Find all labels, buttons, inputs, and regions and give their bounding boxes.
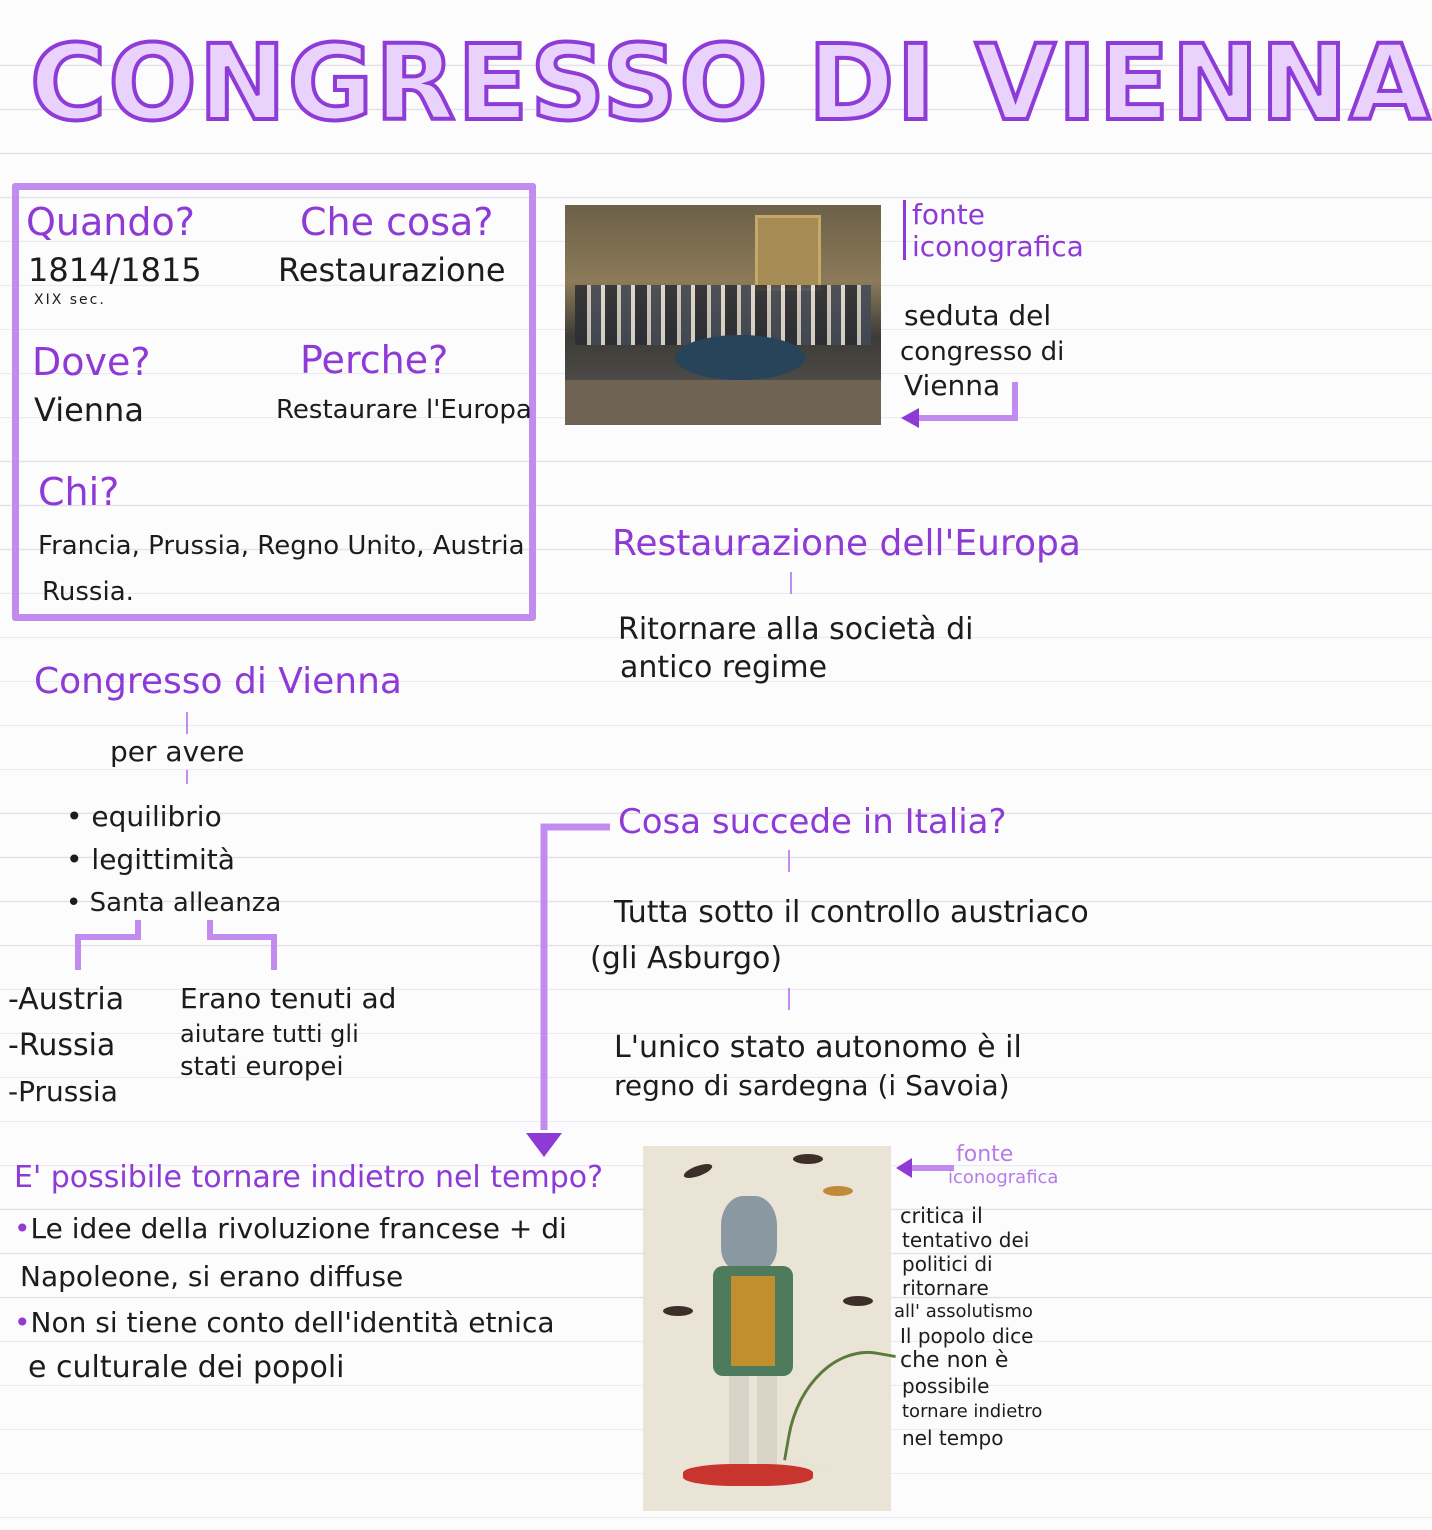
tempo-bullet-1-line-1: •Le idee della rivoluzione francese + di — [14, 1212, 567, 1245]
source2-line-6: Il popolo dice — [900, 1324, 1034, 1348]
dove-question: Dove? — [32, 340, 151, 384]
state-austria: -Austria — [8, 982, 125, 1017]
source2-label-1: fonte — [956, 1142, 1014, 1167]
source-caption-3: Vienna — [904, 369, 1001, 402]
per-avere-text: per avere — [110, 735, 245, 768]
tempo-bullet-1-line-2: Napoleone, si erano diffuse — [20, 1260, 404, 1293]
italia-text-3: L'unico stato autonomo è il — [614, 1030, 1022, 1065]
bullet-equilibrio: • equilibrio — [66, 800, 222, 833]
state-russia: -Russia — [8, 1028, 116, 1063]
connector-tick — [790, 572, 792, 594]
alliance-brackets — [70, 915, 290, 975]
perche-answer: Restaurare l'Europa — [276, 395, 532, 425]
quando-note: XIX sec. — [34, 292, 106, 308]
tempo-heading: E' possibile tornare indietro nel tempo? — [14, 1160, 604, 1195]
restaurazione-heading: Restaurazione dell'Europa — [612, 523, 1081, 564]
source-label-1: fonte — [912, 198, 985, 231]
restaurazione-text-1: Ritornare alla società di — [618, 612, 974, 647]
connector-tick — [788, 850, 790, 872]
connector-tick — [186, 770, 188, 784]
source2-line-8: possibile — [902, 1374, 990, 1398]
congresso-heading: Congresso di Vienna — [34, 661, 402, 702]
tempo-bullet-2-line-2: e culturale dei popoli — [28, 1350, 345, 1385]
italia-heading: Cosa succede in Italia? — [618, 802, 1007, 842]
source2-line-5: all' assolutismo — [894, 1301, 1033, 1322]
source-caption-1: seduta del — [904, 299, 1052, 332]
chi-answer-line2: Russia. — [42, 577, 134, 607]
source2-line-10: nel tempo — [902, 1426, 1004, 1450]
alliance-note-2: aiutare tutti gli — [180, 1020, 359, 1048]
italia-text-2: (gli Asburgo) — [590, 941, 783, 976]
alliance-note-1: Erano tenuti ad — [180, 982, 397, 1015]
source2-label-2: iconografica — [948, 1167, 1059, 1188]
source-label-2: iconografica — [912, 230, 1084, 263]
source2-line-1: critica il — [900, 1204, 983, 1228]
checosa-answer: Restaurazione — [278, 251, 506, 289]
source2-line-2: tentativo dei — [902, 1228, 1030, 1252]
restaurazione-text-2: antico regime — [620, 650, 828, 685]
alliance-note-3: stati europei — [180, 1052, 344, 1082]
source2-line-9: tornare indietro — [902, 1401, 1043, 1422]
italia-text-1: Tutta sotto il controllo austriaco — [614, 895, 1089, 930]
italia-text-4: regno di sardegna (i Savoia) — [614, 1069, 1010, 1102]
checosa-question: Che cosa? — [300, 200, 494, 244]
source-caption-2: congresso di — [900, 337, 1065, 367]
source2-line-7: che non è — [900, 1348, 1009, 1373]
source2-line-4: ritornare — [902, 1276, 989, 1300]
chi-answer-line1: Francia, Prussia, Regno Unito, Austria — [38, 531, 525, 561]
connector-tick — [788, 988, 790, 1010]
quando-answer: 1814/1815 — [28, 251, 202, 289]
tempo-bullet-2-line-1: •Non si tiene conto dell'identità etnica — [14, 1306, 555, 1339]
page-title: CONGRESSO DI VIENNA — [30, 22, 1432, 144]
source2-line-3: politici di — [902, 1252, 993, 1276]
source-bracket — [903, 200, 906, 260]
arrow-left-icon — [895, 378, 1025, 433]
bullet-santa-alleanza: • Santa alleanza — [66, 888, 282, 918]
chi-question: Chi? — [38, 470, 120, 514]
caricature-image — [643, 1146, 891, 1511]
dove-answer: Vienna — [34, 391, 144, 429]
quando-question: Quando? — [26, 200, 195, 244]
congress-painting-image — [565, 205, 881, 425]
box-accent-bar — [12, 196, 18, 446]
arrow-down-icon — [520, 815, 620, 1160]
state-prussia: -Prussia — [8, 1075, 118, 1108]
bullet-legittimita: • legittimità — [66, 843, 235, 876]
connector-tick — [186, 712, 188, 734]
perche-question: Perche? — [300, 338, 449, 382]
